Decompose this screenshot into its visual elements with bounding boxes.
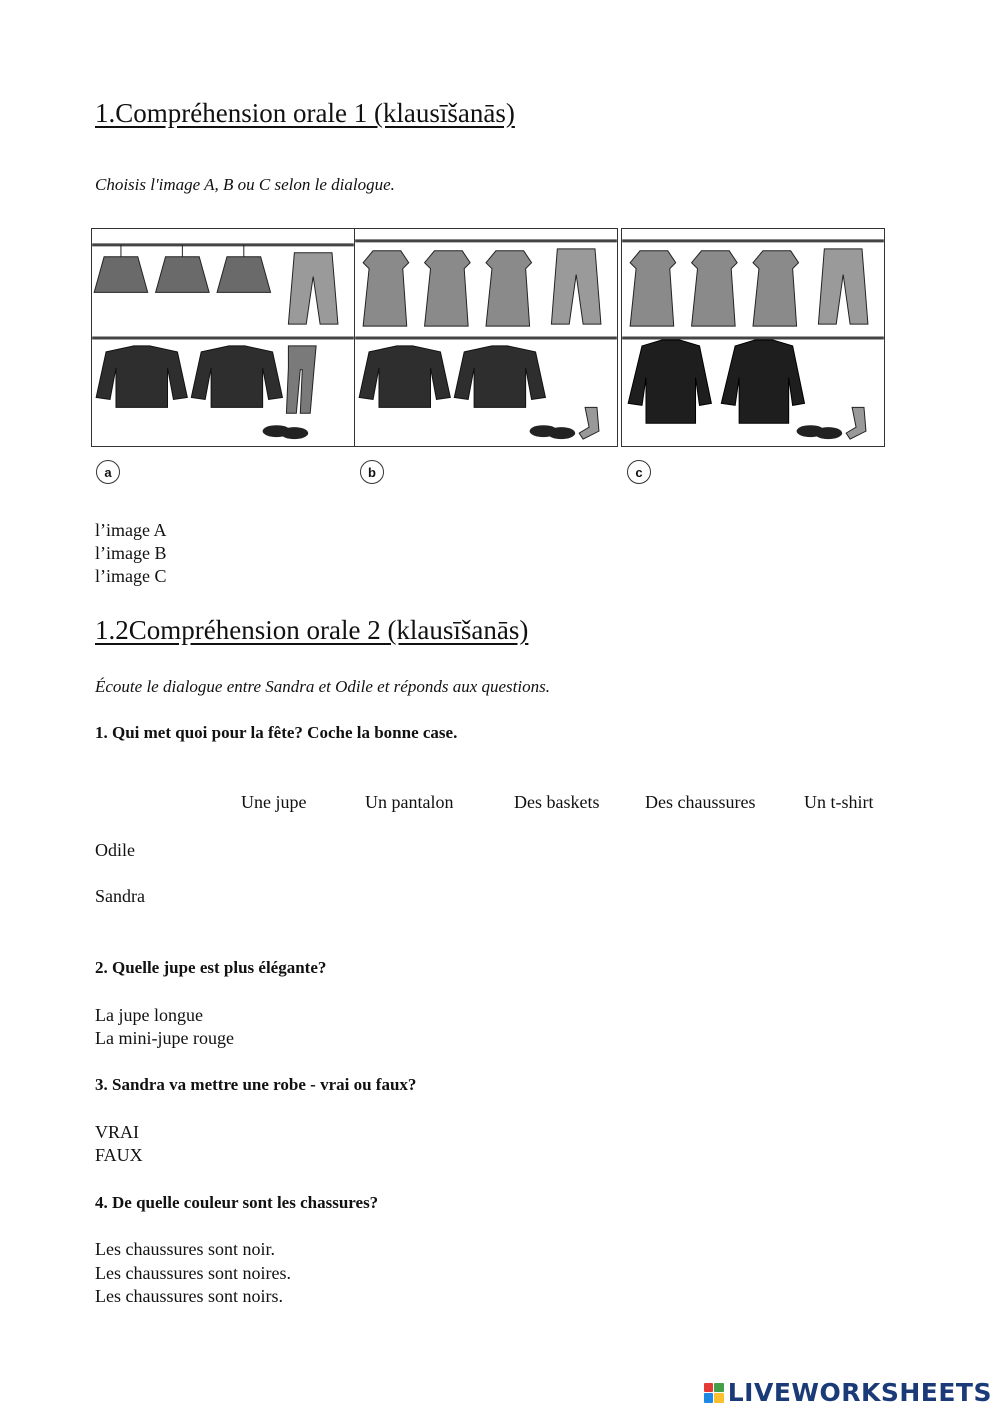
panel-a-label: a: [96, 460, 120, 484]
question-1: 1. Qui met quoi pour la fête? Coche la bonne case.: [95, 723, 458, 742]
col-header-jupe: Une jupe: [241, 792, 307, 812]
col-header-chaussures: Des chaussures: [645, 792, 756, 812]
question-2: 2. Quelle jupe est plus élégante?: [95, 958, 327, 977]
option-image-a[interactable]: l’image A: [95, 520, 167, 540]
question-4: 4. De quelle couleur sont les chassures?: [95, 1193, 379, 1212]
clothes-c-illustration: [622, 229, 884, 446]
q2-option-mini[interactable]: La mini-jupe rouge: [95, 1028, 234, 1048]
panel-a-image: [91, 228, 355, 447]
option-image-c[interactable]: l’image C: [95, 566, 167, 586]
col-header-pantalon: Un pantalon: [365, 792, 454, 812]
question-3: 3. Sandra va mettre une robe - vrai ou faux?: [95, 1075, 417, 1094]
section2-title: 1.2Compréhension orale 2 (klausīšanās): [95, 615, 529, 645]
col-header-baskets: Des baskets: [514, 792, 600, 812]
q4-option-noirs[interactable]: Les chaussures sont noirs.: [95, 1286, 283, 1306]
clothes-b-illustration: [355, 229, 617, 446]
liveworksheets-logo-icon: [704, 1383, 724, 1403]
row-label-odile: Odile: [95, 840, 135, 860]
row-label-sandra: Sandra: [95, 886, 145, 906]
liveworksheets-brand: LIVEWORKSHEETS: [727, 1378, 992, 1407]
panel-c-image: [621, 228, 885, 447]
q4-option-noires[interactable]: Les chaussures sont noires.: [95, 1263, 291, 1283]
q2-option-longue[interactable]: La jupe longue: [95, 1005, 203, 1025]
section1-instruction: Choisis l'image A, B ou C selon le dialogue.: [95, 175, 395, 194]
panel-b-image: [354, 228, 618, 447]
panel-b-label: b: [360, 460, 384, 484]
clothes-a-illustration: [92, 229, 354, 446]
panel-c-label: c: [627, 460, 651, 484]
q3-option-faux[interactable]: FAUX: [95, 1145, 143, 1165]
q3-option-vrai[interactable]: VRAI: [95, 1122, 139, 1142]
liveworksheets-logo: [704, 1378, 992, 1407]
section2-instruction: Écoute le dialogue entre Sandra et Odile et réponds aux questions.: [95, 677, 550, 696]
section1-title: 1.Compréhension orale 1 (klausīšanās): [95, 98, 515, 128]
col-header-tshirt: Un t-shirt: [804, 792, 874, 812]
option-image-b[interactable]: l’image B: [95, 543, 167, 563]
q4-option-noir[interactable]: Les chaussures sont noir.: [95, 1239, 275, 1259]
